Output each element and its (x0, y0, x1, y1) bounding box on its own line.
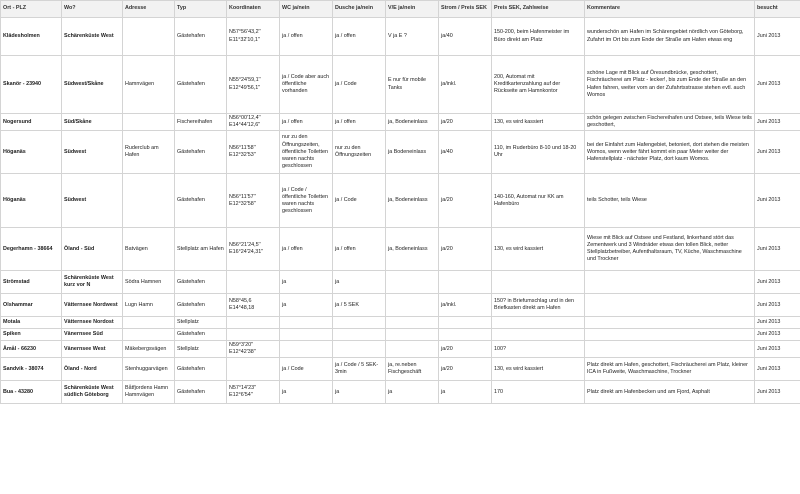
cell-adresse[interactable]: Båtfjordens Hamn Hamnvägen (123, 381, 175, 404)
cell-koordinaten[interactable]: N58°45,6 E14°48,18 (227, 294, 280, 317)
cell-typ[interactable]: Gästehafen (175, 271, 227, 294)
cell-besucht[interactable]: Juni 2013 (755, 131, 800, 174)
cell-typ[interactable]: Gästehafen (175, 174, 227, 228)
table-row (1, 317, 800, 329)
cell-strom[interactable]: ja/20 (439, 174, 492, 228)
cell-typ[interactable]: Stellplatz (175, 341, 227, 358)
cell-adresse[interactable] (123, 114, 175, 131)
cell-koordinaten[interactable] (227, 317, 280, 329)
cell-typ[interactable]: Gästehafen (175, 18, 227, 56)
cell-besucht[interactable]: Juni 2013 (755, 329, 800, 341)
col-header-typ[interactable]: Typ (175, 1, 227, 18)
cell-adresse[interactable] (123, 317, 175, 329)
table-row (1, 341, 800, 358)
cell-ort[interactable]: Motala (1, 317, 62, 329)
cell-koordinaten[interactable]: N56°11'58'' E12°32'53'' (227, 131, 280, 174)
cell-besucht[interactable]: Juni 2013 (755, 114, 800, 131)
cell-preis[interactable]: 170 (492, 381, 585, 404)
cell-wc[interactable] (280, 317, 333, 329)
cell-wc[interactable]: ja (280, 271, 333, 294)
cell-typ[interactable]: Gästehafen (175, 358, 227, 381)
cell-dusche[interactable]: ja / 5 SEK (333, 294, 386, 317)
cell-ve[interactable]: ja, Bodeneinlass (386, 228, 439, 271)
cell-wo[interactable]: Schärenküste West kurz vor N (62, 271, 123, 294)
cell-koordinaten[interactable]: N59°3'20'' E12°42'38'' (227, 341, 280, 358)
col-header-strom[interactable]: Strom / Preis SEK (439, 1, 492, 18)
cell-ort[interactable]: Skanör - 23940 (1, 56, 62, 114)
cell-dusche[interactable] (333, 341, 386, 358)
cell-kommentare[interactable]: Platz direkt am Hafen, geschottert, Fischräucherei am Platz, kleiner ICA in Fußweite, Waschmaschine, Trockner (585, 358, 755, 381)
cell-dusche[interactable] (333, 317, 386, 329)
cell-preis[interactable]: 130, es wird kassiert (492, 114, 585, 131)
table-row (1, 18, 800, 56)
cell-ort[interactable]: Olshammar (1, 294, 62, 317)
col-header-koordinaten[interactable]: Koordinaten (227, 1, 280, 18)
cell-strom[interactable]: ja/20 (439, 341, 492, 358)
cell-ort[interactable]: Klädesholmen (1, 18, 62, 56)
cell-kommentare[interactable]: schöne Lage mit Blick auf Öresundbrücke, geschottert, Fischräucherei am Platz - lecker!, bis zum Ende der Straße an den Hafen fahren, weiter vorn an der Zufahrtsstrasse stehen evtl. auch Womos (585, 56, 755, 114)
cell-koordinaten[interactable] (227, 358, 280, 381)
cell-wc[interactable]: ja / offen (280, 114, 333, 131)
cell-ve[interactable]: ja (386, 381, 439, 404)
cell-wc[interactable]: ja / Code aber auch öffentliche vorhanden (280, 56, 333, 114)
cell-koordinaten[interactable]: N56°11'57'' E12°32'58'' (227, 174, 280, 228)
cell-typ[interactable]: Stellplatz (175, 317, 227, 329)
col-header-dusche[interactable]: Dusche ja/nein (333, 1, 386, 18)
cell-wc[interactable]: ja (280, 381, 333, 404)
cell-strom[interactable] (439, 271, 492, 294)
cell-strom[interactable]: ja/inkl. (439, 294, 492, 317)
cell-preis[interactable]: 150-200, beim Hafenmeister im Büro direkt am Platz (492, 18, 585, 56)
cell-koordinaten[interactable]: N56°00'12,4'' E14°44'12,6'' (227, 114, 280, 131)
cell-koordinaten[interactable] (227, 271, 280, 294)
cell-besucht[interactable]: Juni 2013 (755, 228, 800, 271)
cell-preis[interactable]: 110, im Ruderbüro 8-10 und 18-20 Uhr (492, 131, 585, 174)
cell-dusche[interactable]: ja / Code (333, 56, 386, 114)
cell-wo[interactable]: Vätternsee Nordwest (62, 294, 123, 317)
cell-wo[interactable]: Vänernsee Süd (62, 329, 123, 341)
cell-preis[interactable] (492, 317, 585, 329)
cell-adresse[interactable]: Mäkebergsvägen (123, 341, 175, 358)
cell-adresse[interactable]: Lugn Hamn (123, 294, 175, 317)
cell-dusche[interactable] (333, 329, 386, 341)
cell-ve[interactable] (386, 294, 439, 317)
table-row (1, 271, 800, 294)
cell-adresse[interactable]: Batvägen (123, 228, 175, 271)
col-header-besucht[interactable]: besucht (755, 1, 800, 18)
cell-adresse[interactable]: Stenhuggarvägen (123, 358, 175, 381)
cell-wo[interactable]: Südwest (62, 174, 123, 228)
cell-kommentare[interactable]: wunderschön am Hafen im Schärengebiet nördlich von Göteborg, Zufahrt im Ort bis zum Ende der Straße am Hafen etwas eng (585, 18, 755, 56)
table-row (1, 228, 800, 271)
cell-ve[interactable]: ja Bodeneinlass (386, 131, 439, 174)
cell-adresse[interactable]: Södra Hamnen (123, 271, 175, 294)
cell-dusche[interactable]: ja / offen (333, 18, 386, 56)
cell-kommentare[interactable] (585, 317, 755, 329)
cell-wc[interactable]: ja (280, 294, 333, 317)
cell-wc[interactable]: ja / offen (280, 228, 333, 271)
cell-typ[interactable]: Fischereihafen (175, 114, 227, 131)
cell-strom[interactable]: ja/40 (439, 131, 492, 174)
cell-ve[interactable] (386, 317, 439, 329)
cell-kommentare[interactable]: Wiese mit Blick auf Ostsee und Festland, linkerhand stört das Zementwerk und 3 Windräder etwas den tollen Blick, netter Stellplatzbetreiber, Aufenthaltsraum, TV, Küche, Waschmaschine und Trockner (585, 228, 755, 271)
table-row (1, 358, 800, 381)
cell-preis[interactable] (492, 329, 585, 341)
cell-wo[interactable]: Südwest (62, 131, 123, 174)
cell-typ[interactable]: Gästehafen (175, 294, 227, 317)
cell-besucht[interactable]: Juni 2013 (755, 341, 800, 358)
header-row (1, 1, 800, 18)
cell-preis[interactable]: 130, es wird kassiert (492, 228, 585, 271)
cell-wo[interactable]: Öland - Nord (62, 358, 123, 381)
cell-ve[interactable]: ja, Bodeneinlass (386, 174, 439, 228)
cell-dusche[interactable]: ja (333, 381, 386, 404)
cell-preis[interactable]: 200, Automat mit Kreditkartenzahlung auf der Rückseite am Hamnkontor (492, 56, 585, 114)
col-header-adresse[interactable]: Adresse (123, 1, 175, 18)
col-header-wo[interactable]: Wo? (62, 1, 123, 18)
cell-preis[interactable] (492, 271, 585, 294)
cell-preis[interactable]: 130, es wird kassiert (492, 358, 585, 381)
col-header-preis[interactable]: Preis SEK, Zahlweise (492, 1, 585, 18)
cell-ort[interactable]: Spiken (1, 329, 62, 341)
cell-kommentare[interactable] (585, 329, 755, 341)
cell-wc[interactable] (280, 341, 333, 358)
cell-typ[interactable]: Gästehafen (175, 56, 227, 114)
table-row (1, 381, 800, 404)
cell-ve[interactable]: V ja E ? (386, 18, 439, 56)
cell-adresse[interactable] (123, 18, 175, 56)
cell-wo[interactable]: Schärenküste West (62, 18, 123, 56)
cell-adresse[interactable]: Hamnvägen (123, 56, 175, 114)
cell-wo[interactable]: Öland - Süd (62, 228, 123, 271)
cell-strom[interactable]: ja/20 (439, 358, 492, 381)
cell-ort[interactable]: Höganäs (1, 174, 62, 228)
cell-strom[interactable]: ja (439, 381, 492, 404)
col-header-wc[interactable]: WC ja/nein (280, 1, 333, 18)
cell-ort[interactable]: Höganäs (1, 131, 62, 174)
cell-besucht[interactable]: Juni 2013 (755, 56, 800, 114)
cell-ort[interactable]: Bua - 43280 (1, 381, 62, 404)
cell-kommentare[interactable]: bei der Einfahrt zum Hafengebiet, betoniert, dort stehen die meisten Womos, wenn weiter fährt kommt ein paar Meter weiter der Hafenstellplatz - nächster Platz, dort kaum Womos. (585, 131, 755, 174)
cell-dusche[interactable]: ja / Code / 5 SEK-3min (333, 358, 386, 381)
cell-ort[interactable]: Sandvik - 38074 (1, 358, 62, 381)
cell-koordinaten[interactable]: N55°24'59,1'' E12°49'56,1'' (227, 56, 280, 114)
cell-besucht[interactable]: Juni 2013 (755, 18, 800, 56)
cell-ve[interactable] (386, 341, 439, 358)
cell-strom[interactable]: ja/inkl. (439, 56, 492, 114)
col-header-ort[interactable]: Ort - PLZ (1, 1, 62, 18)
cell-preis[interactable]: 140-160, Automat nur KK am Hafenbüro (492, 174, 585, 228)
cell-dusche[interactable]: ja (333, 271, 386, 294)
table-row (1, 56, 800, 114)
table-row (1, 294, 800, 317)
cell-adresse[interactable] (123, 174, 175, 228)
cell-besucht[interactable]: Juni 2013 (755, 381, 800, 404)
cell-besucht[interactable]: Juni 2013 (755, 174, 800, 228)
cell-kommentare[interactable]: teils Schotter, teils Wiese (585, 174, 755, 228)
cell-typ[interactable]: Gästehafen (175, 329, 227, 341)
cell-wo[interactable]: Vänernsee West (62, 341, 123, 358)
cell-wo[interactable]: Schärenküste West südlich Göteborg (62, 381, 123, 404)
cell-dusche[interactable]: ja / offen (333, 228, 386, 271)
cell-kommentare[interactable] (585, 294, 755, 317)
cell-besucht[interactable]: Juni 2013 (755, 271, 800, 294)
cell-ort[interactable]: Degerhamn - 38664 (1, 228, 62, 271)
cell-ve[interactable]: ja, Bodeneinlass (386, 114, 439, 131)
cell-wo[interactable]: Vätternsee Nordost (62, 317, 123, 329)
table-row (1, 329, 800, 341)
cell-adresse[interactable] (123, 329, 175, 341)
cell-ve[interactable]: ja, re.neben Fischgeschäft (386, 358, 439, 381)
cell-typ[interactable]: Gästehafen (175, 381, 227, 404)
col-header-kommentare[interactable]: Kommentare (585, 1, 755, 18)
cell-ve[interactable] (386, 329, 439, 341)
cell-koordinaten[interactable] (227, 329, 280, 341)
table-row (1, 114, 800, 131)
col-header-ve[interactable]: V/E ja/nein (386, 1, 439, 18)
cell-koordinaten[interactable]: N57°14'23'' E12°6'54'' (227, 381, 280, 404)
cell-typ[interactable]: Gästehafen (175, 131, 227, 174)
cell-kommentare[interactable]: schön gelegen zwischen Fischereihafen und Ostsee, teils Wiese teils geschottert, (585, 114, 755, 131)
cell-besucht[interactable]: Juni 2013 (755, 294, 800, 317)
cell-kommentare[interactable] (585, 271, 755, 294)
cell-dusche[interactable]: nur zu den Öffnungszeiten (333, 131, 386, 174)
cell-wc[interactable]: ja / offen (280, 18, 333, 56)
table-row (1, 131, 800, 174)
cell-strom[interactable]: ja/20 (439, 114, 492, 131)
cell-typ[interactable]: Stellplatz am Hafen (175, 228, 227, 271)
cell-strom[interactable]: ja/40 (439, 18, 492, 56)
cell-adresse[interactable]: Ruderclub am Hafen (123, 131, 175, 174)
cell-strom[interactable] (439, 329, 492, 341)
cell-ve[interactable]: E nur für mobile Tanks (386, 56, 439, 114)
cell-koordinaten[interactable]: N57°56'43,2'' E11°32'10,1'' (227, 18, 280, 56)
cell-wo[interactable]: Süd/Skåne (62, 114, 123, 131)
cell-kommentare[interactable]: Platz direkt am Hafenbecken und am Fjord, Asphalt (585, 381, 755, 404)
cell-preis[interactable]: 150? in Briefumschlag und in den Briefkasten direkt am Hafen (492, 294, 585, 317)
cell-wc[interactable]: nur zu den Öffnungszeiten, öffentliche Toiletten waren nachts geschlossen (280, 131, 333, 174)
cell-ort[interactable]: Strömstad (1, 271, 62, 294)
cell-wo[interactable]: Südwest/Skåne (62, 56, 123, 114)
cell-strom[interactable]: ja/20 (439, 228, 492, 271)
cell-koordinaten[interactable]: N56°21'24,5'' E16°24'24,31'' (227, 228, 280, 271)
cell-ort[interactable]: Åmål - 66230 (1, 341, 62, 358)
cell-ve[interactable] (386, 271, 439, 294)
cell-dusche[interactable]: ja / Code (333, 174, 386, 228)
cell-strom[interactable] (439, 317, 492, 329)
cell-besucht[interactable]: Juni 2013 (755, 317, 800, 329)
cell-preis[interactable]: 100? (492, 341, 585, 358)
cell-dusche[interactable]: ja / offen (333, 114, 386, 131)
cell-besucht[interactable]: Juni 2013 (755, 358, 800, 381)
cell-wc[interactable]: ja / Code (280, 358, 333, 381)
cell-wc[interactable]: ja / Code / öffentliche Toiletten waren nachts geschlossen (280, 174, 333, 228)
table-row (1, 174, 800, 228)
cell-kommentare[interactable] (585, 341, 755, 358)
cell-ort[interactable]: Nogersund (1, 114, 62, 131)
cell-wc[interactable] (280, 329, 333, 341)
